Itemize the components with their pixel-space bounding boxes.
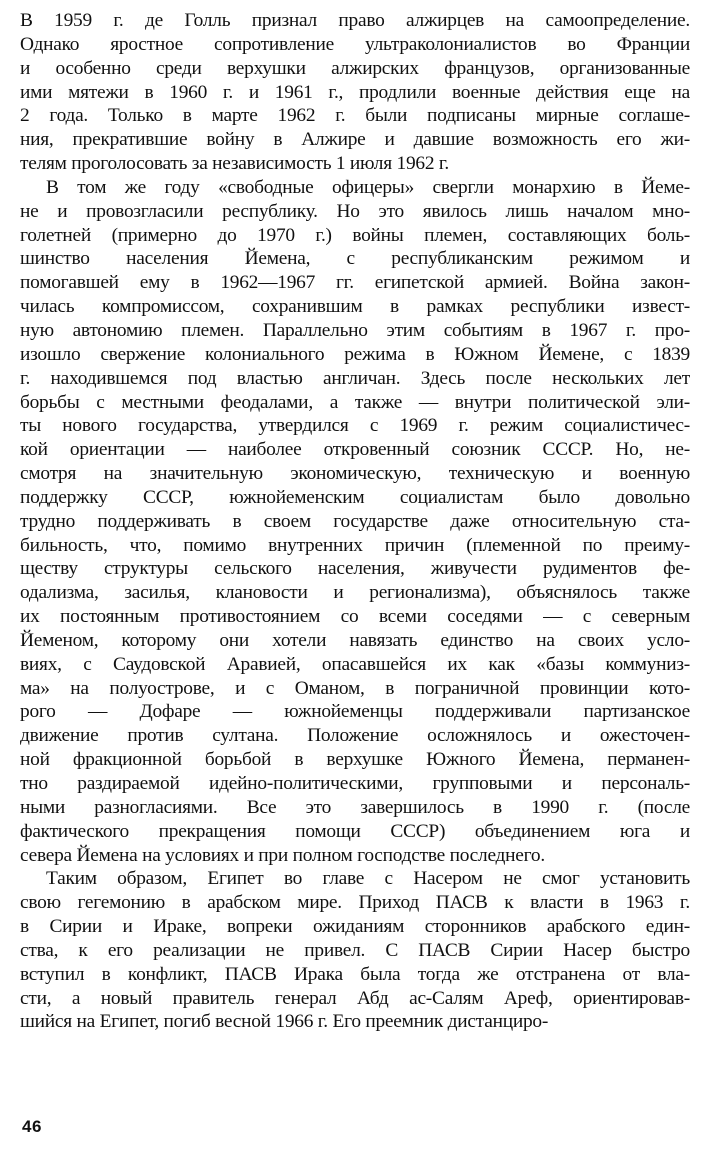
page-number: 46 <box>22 1117 42 1136</box>
text-line: и особенно среди верхушки алжирских французов, организованные <box>20 57 690 79</box>
text-line: бильность, что, помимо внутренних причин (племенной по преиму- <box>20 534 690 556</box>
text-line: кой ориентации — наиболее откровенный союзник СССР. Но, не- <box>20 439 690 461</box>
text-line: ния, прекратившие войну в Алжире и давшие возможность его жи- <box>20 129 690 151</box>
text-line: трудно поддерживать в своем государстве даже относительную ста- <box>20 510 690 532</box>
text-line: одализма, засилья, клановости и регионализма), объяснялось также <box>20 582 690 604</box>
paragraph <box>20 176 690 867</box>
text-line: ную автономию племен. Параллельно этим событиям в 1967 г. про- <box>20 319 690 341</box>
text-line: севера Йемена на условиях и при полном господстве последнего. <box>20 844 545 866</box>
text-line: ными разногласиями. Все это завершилось в 1990 г. (после <box>20 796 690 818</box>
text-line: голетней (примерно до 1970 г.) войны племен, составляющих боль- <box>20 224 690 246</box>
text-line: 2 года. Только в марте 1962 г. были подписаны мирные соглаше- <box>20 105 690 127</box>
text-line: виях, с Саудовской Аравией, опасавшейся их как «базы коммуниз- <box>20 653 690 675</box>
text-line: борьбы с местными феодалами, а также — внутри политической эли- <box>20 391 690 413</box>
text-line: телям проголосовать за независимость 1 июля 1962 г. <box>20 153 449 175</box>
text-line: ществу структуры сельского населения, живучести рудиментов фе- <box>20 558 690 580</box>
text-line: движение против султана. Положение осложнялось и ожесточен- <box>20 725 690 747</box>
text-line: ной фракционной борьбой в верхушке Южного Йемена, перманен- <box>20 749 690 771</box>
text-line: Таким образом, Египет во главе с Насером не смог установить <box>46 868 690 890</box>
text-line: шийся на Египет, погиб весной 1966 г. Его преемник дистанциро- <box>20 1011 549 1033</box>
text-line: помогавшей ему в 1962—1967 гг. египетской армией. Война закон- <box>20 272 690 294</box>
text-line: тно раздираемой идейно-политическими, групповыми и персональ- <box>20 773 690 794</box>
text-line: рого — Дофаре — южнойеменцы поддерживали партизанское <box>20 701 690 723</box>
text-line: чилась компромиссом, сохранившим в рамках республики извест- <box>20 296 690 318</box>
text-line: в Сирии и Ираке, вопреки ожиданиям сторонников арабского един- <box>20 916 690 938</box>
text-line: поддержку СССР, южнойеменским социалистам было довольно <box>20 486 690 508</box>
text-line: Однако яростное сопротивление ультраколониалистов во Франции <box>20 33 690 55</box>
text-line: Йеменом, которому они хотели навязать единство на своих усло- <box>20 629 690 651</box>
text-line: смотря на значительную экономическую, техническую и военную <box>20 463 690 485</box>
text-line: В том же году «свободные офицеры» свергли монархию в Йеме- <box>46 176 690 198</box>
text-line: ма» на полуострове, и с Оманом, в пограничной провинции кото- <box>20 677 690 699</box>
paragraph <box>20 9 690 176</box>
text-line: вступил в конфликт, ПАСВ Ирака была тогда же отстранена от вла- <box>20 963 690 985</box>
text-line: свою гегемонию в арабском мире. Приход ПАСВ к власти в 1963 г. <box>20 892 690 914</box>
text-line: их постоянным противостоянием со всеми соседями — с северным <box>20 606 690 628</box>
text-line: не и провозгласили республику. Но это явилось лишь началом мно- <box>20 200 690 222</box>
body-text <box>20 9 690 1034</box>
text-line: фактического прекращения помощи СССР) объединением юга и <box>20 820 690 842</box>
text-line: изошло свержение колониального режима в Южном Йемене, с 1839 <box>20 343 690 365</box>
text-line: ства, к его реализации не привел. С ПАСВ Сирии Насер быстро <box>20 939 690 961</box>
text-line: сти, а новый правитель генерал Абд ас-Салям Ареф, ориентировав- <box>20 987 690 1009</box>
text-line: шинство населения Йемена, с республиканским режимом и <box>20 248 690 270</box>
text-line: г. находившемся под властью англичан. Здесь после нескольких лет <box>20 367 690 389</box>
text-line: В 1959 г. де Голль признал право алжирцев на самоопределение. <box>20 10 690 31</box>
text-line: ты нового государства, утвердился с 1969 г. режим социалистичес- <box>20 415 690 437</box>
text-line: ими мятежи в 1960 г. и 1961 г., продлили военные действия еще на <box>20 81 690 103</box>
paragraph <box>20 867 690 1034</box>
